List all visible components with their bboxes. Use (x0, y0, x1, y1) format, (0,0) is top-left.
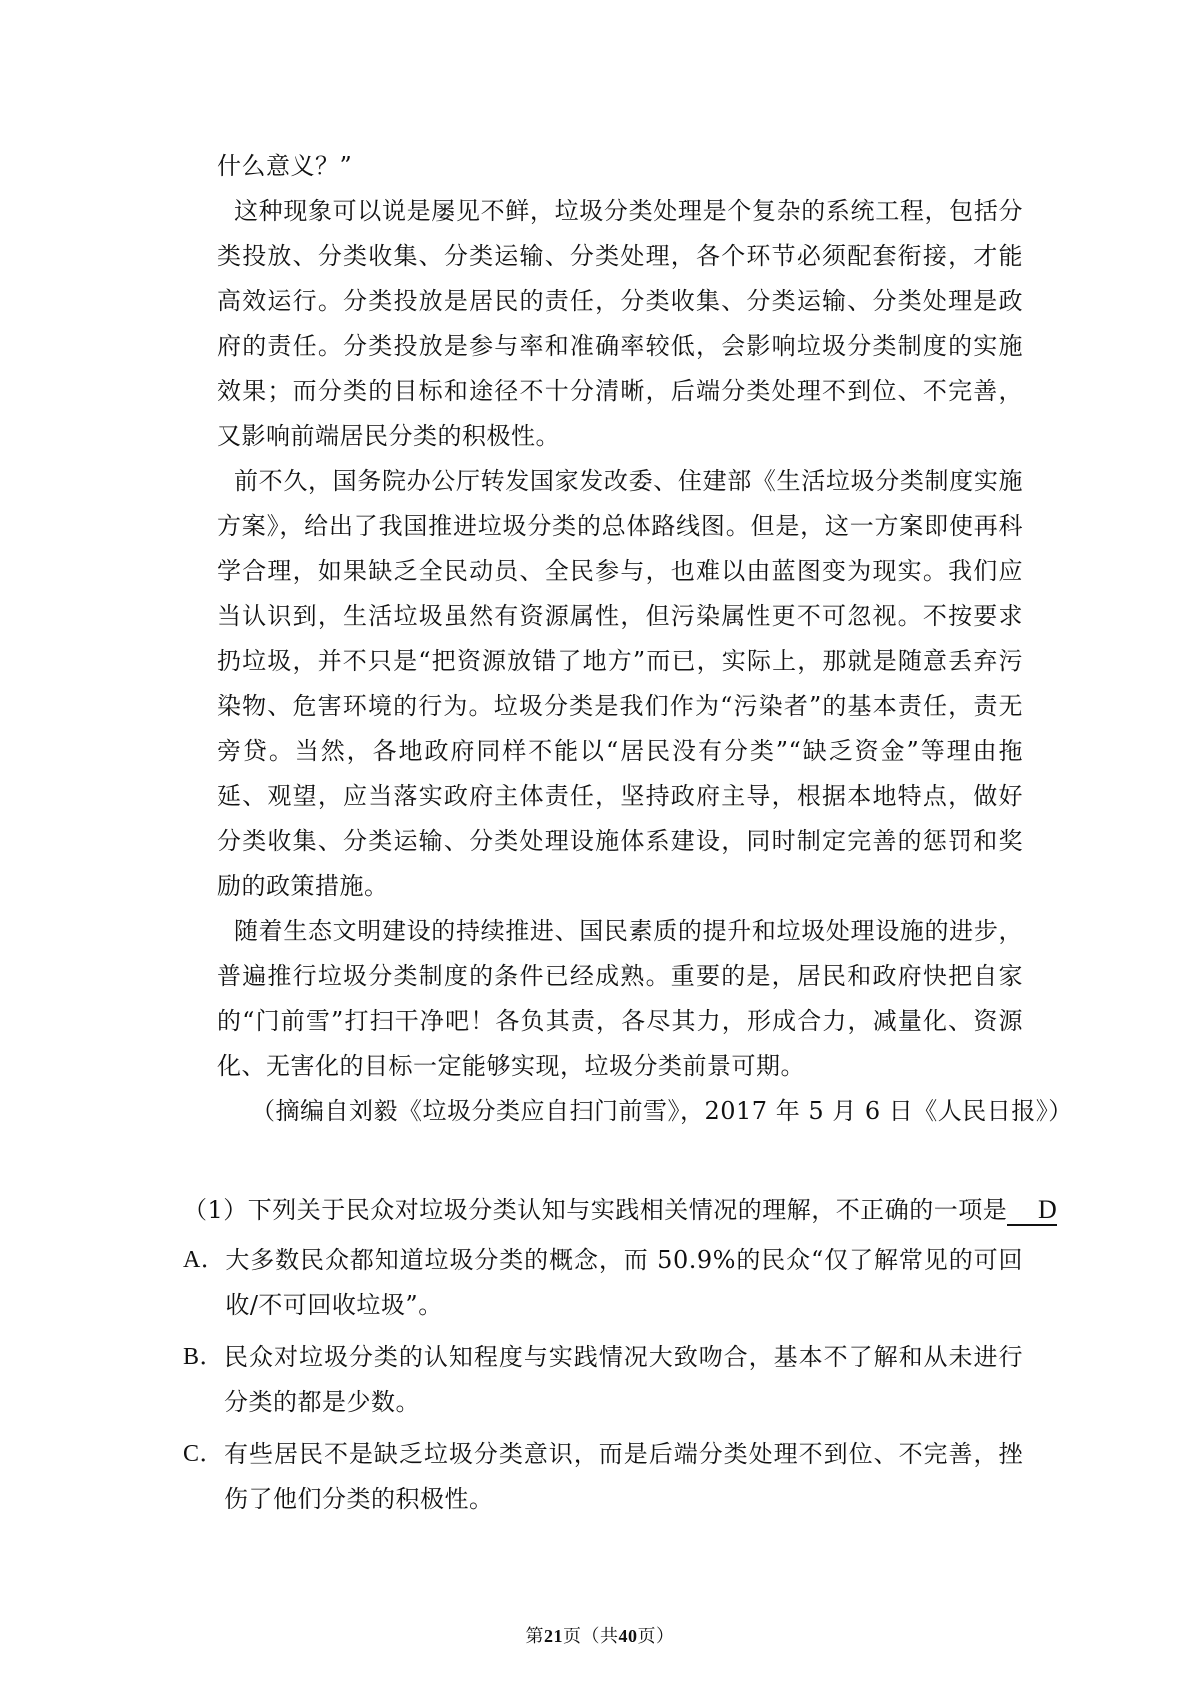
answer-options (183, 1238, 1023, 1529)
question-stem-text: （1）下列关于民众对垃圾分类认知与实践相关情况的理解，不正确的一项是 (183, 1196, 1008, 1224)
passage-paragraph-2: 这种现象可以说是屡见不鲜，垃圾分类处理是个复杂的系统工程，包括分类投放、分类收集、分类运输、分类处理，各个环节必须配套衔接，才能高效运行。分类投放是居民的责任，分类收集、分类运输、分类处理是政府的责任。分类投放是参与率和准确率较低，会影响垃圾分类制度的实施效果；而分类的目标和途径不十分清晰，后端分类处理不到位、不完善，又影响前端居民分类的积极性。 (217, 197, 1023, 450)
passage-paragraph-3: 前不久，国务院办公厅转发国家发改委、住建部《生活垃圾分类制度实施方案》，给出了我国推进垃圾分类的总体路线图。但是，这一方案即使再科学合理，如果缺乏全民动员、全民参与，也难以由蓝图变为现实。我们应当认识到，生活垃圾虽然有资源属性，但污染属性更不可忽视。不按要求扔垃圾，并不只是“把资源放错了地方”而已，实际上，那就是随意丢弃污染物、危害环境的行为。垃圾分类是我们作为“污染者”的基本责任，责无旁贷。当然，各地政府同样不能以“居民没有分类”“缺乏资金”等理由拖延、观望，应当落实政府主体责任，坚持政府主导，根据本地特点，做好分类收集、分类运输、分类处理设施体系建设，同时制定完善的惩罚和奖励的政策措施。 (217, 467, 1023, 900)
footer-suffix: 页） (637, 1626, 675, 1647)
footer-page-number: 21 (544, 1626, 563, 1646)
option-a-letter: A． (183, 1247, 226, 1273)
passage (217, 144, 1073, 1134)
option-b (183, 1335, 1023, 1425)
passage-paragraph-1: 什么意义？” (217, 152, 353, 180)
option-a (183, 1238, 1023, 1328)
passage-paragraph-4: 随着生态文明建设的持续推进、国民素质的提升和垃圾处理设施的进步，普遍推行垃圾分类制度的条件已经成熟。重要的是，居民和政府快把自家的“门前雪”打扫干净吧！各负其责，各尽其力，形成合力，减量化、资源化、无害化的目标一定能够实现，垃圾分类前景可期。 (217, 917, 1023, 1080)
option-c-text: 有些居民不是缺乏垃圾分类意识，而是后端分类处理不到位、不完善，挫伤了他们分类的积极性。 (224, 1440, 1023, 1513)
footer-prefix: 第 (525, 1626, 544, 1647)
footer-middle: 页（共 (563, 1626, 619, 1647)
answer-blank: D (1007, 1196, 1057, 1226)
passage-source: （摘编自刘毅《垃圾分类应自扫门前雪》，2017 年 5 月 6 日《人民日报》） (251, 1097, 1073, 1125)
question-stem (183, 1188, 1058, 1233)
option-c-letter: C． (183, 1441, 225, 1467)
page-footer (0, 1622, 1200, 1648)
footer-total-pages: 40 (618, 1626, 638, 1646)
option-a-text: 大多数民众都知道垃圾分类的概念，而 50.9%的民众“仅了解常见的可回收/不可回收垃圾”。 (225, 1246, 1023, 1319)
option-b-text: 民众对垃圾分类的认知程度与实践情况大致吻合，基本不了解和从未进行分类的都是少数。 (224, 1343, 1023, 1416)
option-b-letter: B． (183, 1344, 225, 1370)
option-c (183, 1432, 1023, 1522)
